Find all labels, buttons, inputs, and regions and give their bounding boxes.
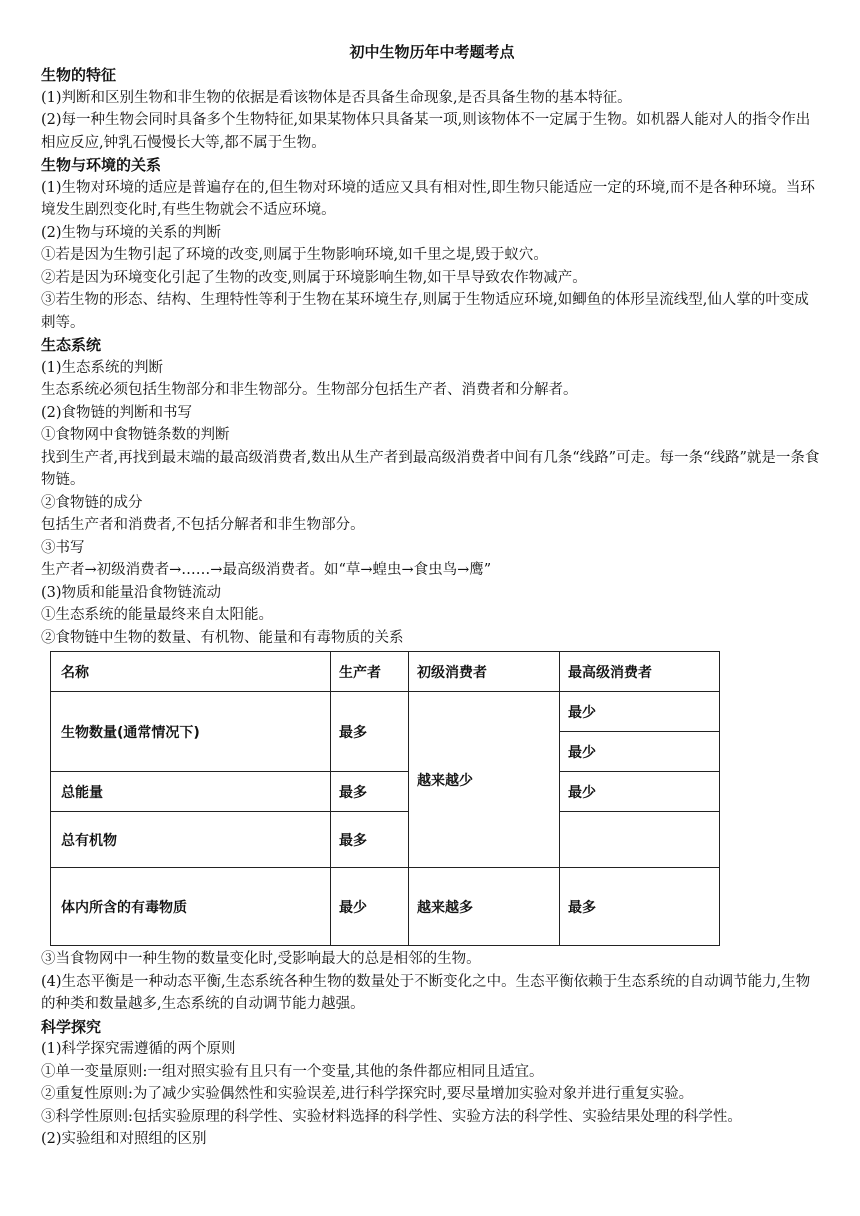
table-cell: 最多 [560,868,720,946]
paragraph: ①若是因为生物引起了环境的改变,则属于生物影响环境,如千里之堤,毁于蚁穴。 [41,247,548,263]
table-cell: 体内所含的有毒物质 [51,868,331,946]
paragraph: (2)食物链的判断和书写 [41,404,193,421]
paragraph: ③当食物网中一种生物的数量变化时,受影响最大的总是相邻的生物。 [41,951,481,967]
table-cell: 最少 [560,732,720,772]
table-cell: 总能量 [51,772,331,812]
paragraph: ①单一变量原则:一组对照实验有且只有一个变量,其他的条件都应相同且适宜。 [41,1063,544,1080]
table-cell: 最少 [560,772,720,812]
table-header-cell: 最高级消费者 [560,652,720,692]
section-heading-ecosystem: 生态系统 [41,336,102,354]
paragraph: ②食物链中生物的数量、有机物、能量和有毒物质的关系 [41,629,404,646]
paragraph: (3)物质和能量沿食物链流动 [41,584,222,601]
paragraph: 生态系统必须包括生物部分和非生物部分。生物部分包括生产者、消费者和分解者。 [41,382,578,398]
document-title: 初中生物历年中考题考点 [349,43,515,61]
section-heading-biological-features: 生物的特征 [41,66,117,84]
paragraph: (2)实验组和对照组的区别 [41,1131,207,1147]
paragraph: 包括生产者和消费者,不包括分解者和非生物部分。 [41,517,365,533]
table-cell: 最多 [331,692,409,772]
table-cell: 最多 [331,772,409,812]
table-header-row [51,652,720,692]
paragraph: ③若生物的形态、结构、生理特性等利于生物在某环境生存,则属于生物适应环境,如鲫鱼的体形呈流线型,仙人掌的叶变成刺等。 [41,292,809,331]
paragraph: 生产者→初级消费者→……→最高级消费者。如“草→蝗虫→食虫鸟→鹰” [41,562,492,578]
table-cell: 最多 [331,812,409,868]
table-cell: 最少 [331,868,409,946]
paragraph: (1)生物对环境的适应是普遍存在的,但生物对环境的适应又具有相对性,即生物只能适应一定的环境,而不是各种环境。当环境发生剧烈变化时,有些生物就会不适应环境。 [41,179,815,218]
section-heading-scientific-inquiry: 科学探究 [41,1017,102,1036]
paragraph: (2)每一种生物会同时具备多个生物特征,如果某物体只具备某一项,则该物体不一定属于生物。如机器人能对人的指令作出相应反应,钟乳石慢慢长大等,都不属于生物。 [41,112,811,151]
food-chain-relationship-table [50,651,720,946]
paragraph: (1)科学探究需遵循的两个原则 [41,1041,236,1057]
paragraph: ②食物链的成分 [41,494,143,511]
table-row [51,868,720,946]
table-cell: 最少 [560,692,720,732]
table-cell: 越来越多 [409,868,560,946]
paragraph: ②重复性原则:为了减少实验偶然性和实验误差,进行科学探究时,要尽量增加实验对象并进行重复实验。 [41,1086,694,1102]
table-header-cell: 名称 [51,652,331,692]
table-cell-empty [560,812,720,868]
table-cell: 总有机物 [51,812,331,868]
paragraph: ③科学性原则:包括实验原理的科学性、实验材料选择的科学性、实验方法的科学性、实验结果处理的科学性。 [41,1108,742,1125]
table-cell: 生物数量(通常情况下) [51,692,331,772]
table-row [51,812,720,868]
paragraph: (1)判断和区别生物和非生物的依据是看该物体是否具备生命现象,是否具备生物的基本特征。 [41,89,632,106]
paragraph: (1)生态系统的判断 [41,359,164,376]
paragraph: ③书写 [41,539,85,556]
paragraph: (2)生物与环境的关系的判断 [41,224,222,241]
paragraph: ①生态系统的能量最终来自太阳能。 [41,607,273,623]
paragraph: ②若是因为环境变化引起了生物的改变,则属于环境影响生物,如干旱导致农作物减产。 [41,269,587,286]
paragraph: (4)生态平衡是一种动态平衡,生态系统各种生物的数量处于不断变化之中。生态平衡依赖于生态系统的自动调节能力,生物的种类和数量越多,生态系统的自动调节能力越强。 [41,973,811,1012]
section-heading-organism-environment: 生物与环境的关系 [41,156,162,174]
paragraph: 找到生产者,再找到最末端的最高级消费者,数出从生产者到最高级消费者中间有几条“线路”可走。每一条“线路”就是一条食物链。 [41,449,820,488]
paragraph: ①食物网中食物链条数的判断 [41,427,230,443]
table-row [51,692,720,732]
document-page [41,42,823,1151]
table-header-cell: 生产者 [331,652,409,692]
table-row [51,772,720,812]
table-header-cell: 初级消费者 [409,652,560,692]
table-cell: 越来越少 [409,692,560,868]
